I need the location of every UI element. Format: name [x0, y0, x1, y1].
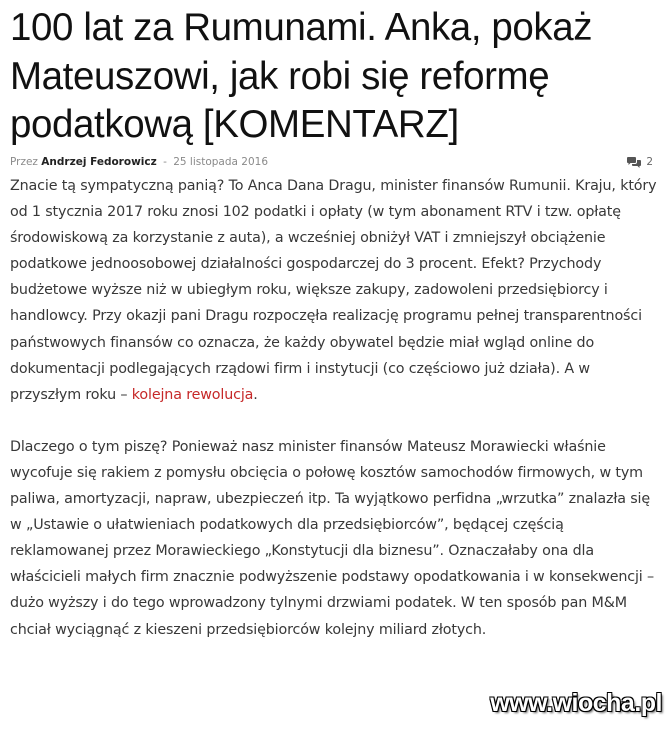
- by-label: Przez: [10, 156, 38, 168]
- kolejna-rewolucja-link[interactable]: kolejna rewolucja: [131, 386, 254, 403]
- paragraph-1-text: Znacie tą sympatyczną panią? To Anca Dana Dragu, minister finansów Rumunii. Kraju, który od 1 stycznia 2017 roku znosi 102 podatki i opłaty (w tym abonament RTV i tzw. opłatę środowiskową za korzystanie z auta), a wcześniej obniżył VAT i zmniejszył obciążenie podatkowe jednoosobowej działalności gospodarczej do 3 procent. Efekt? Przychody budżetowe wyższe niż w ubiegłym roku, większe zakupy, zadowoleni przedsiębiorcy i handlowcy. Przy okazji pani Dragu rozpoczęła realizację programu pełnej transparentności państwowych finansów co oznacza, że każdy obywatel będzie miał wgląd online do dokumentacji podlegających rządowi firm i instytucji (co częściowo już działa). A w przyszłym roku –: [10, 178, 657, 403]
- meta-separator: -: [163, 156, 167, 168]
- comments-link[interactable]: [627, 154, 653, 170]
- author-link[interactable]: Andrzej Fedorowicz: [41, 156, 157, 168]
- paragraph-1-end: .: [253, 386, 258, 403]
- article-title: 100 lat za Rumunami. Anka, pokaż Mateuszowi, jak robi się reformę podatkową [KOMENTARZ]: [10, 6, 593, 146]
- comment-bubbles-icon: [627, 157, 641, 168]
- watermark-logo: www.wiocha.pl: [490, 689, 662, 717]
- article-paragraph-1: [10, 173, 660, 408]
- article-meta: [10, 154, 660, 170]
- article-body: [10, 173, 660, 643]
- comment-count: 2: [646, 156, 653, 168]
- article-paragraph-2: Dlaczego o tym piszę? Ponieważ nasz minister finansów Mateusz Morawiecki właśnie wycofuje się rakiem z pomysłu obcięcia o połowę kosztów samochodów firmowych, w tym paliwa, amortyzacji, napraw, ubezpieczeń itp. Ta wyjątkowo perfidna „wrzutka” znalazła się w „Ustawie o ułatwieniach podatkowych dla przedsiębiorców”, będącej częścią reklamowanej przez Morawieckiego „Konstytucji dla biznesu”. Oznaczałaby ona dla właścicieli małych firm znacznie podwyższenie podstawy opodatkowania i w konsekwencji – dużo wyższy i do tego wprowadzony tylnymi drzwiami podatek. W ten sposób pan M&M chciał wyciągnąć z kieszeni przedsiębiorców kolejny miliard złotych.: [10, 438, 655, 638]
- publish-date: 25 listopada 2016: [173, 156, 269, 168]
